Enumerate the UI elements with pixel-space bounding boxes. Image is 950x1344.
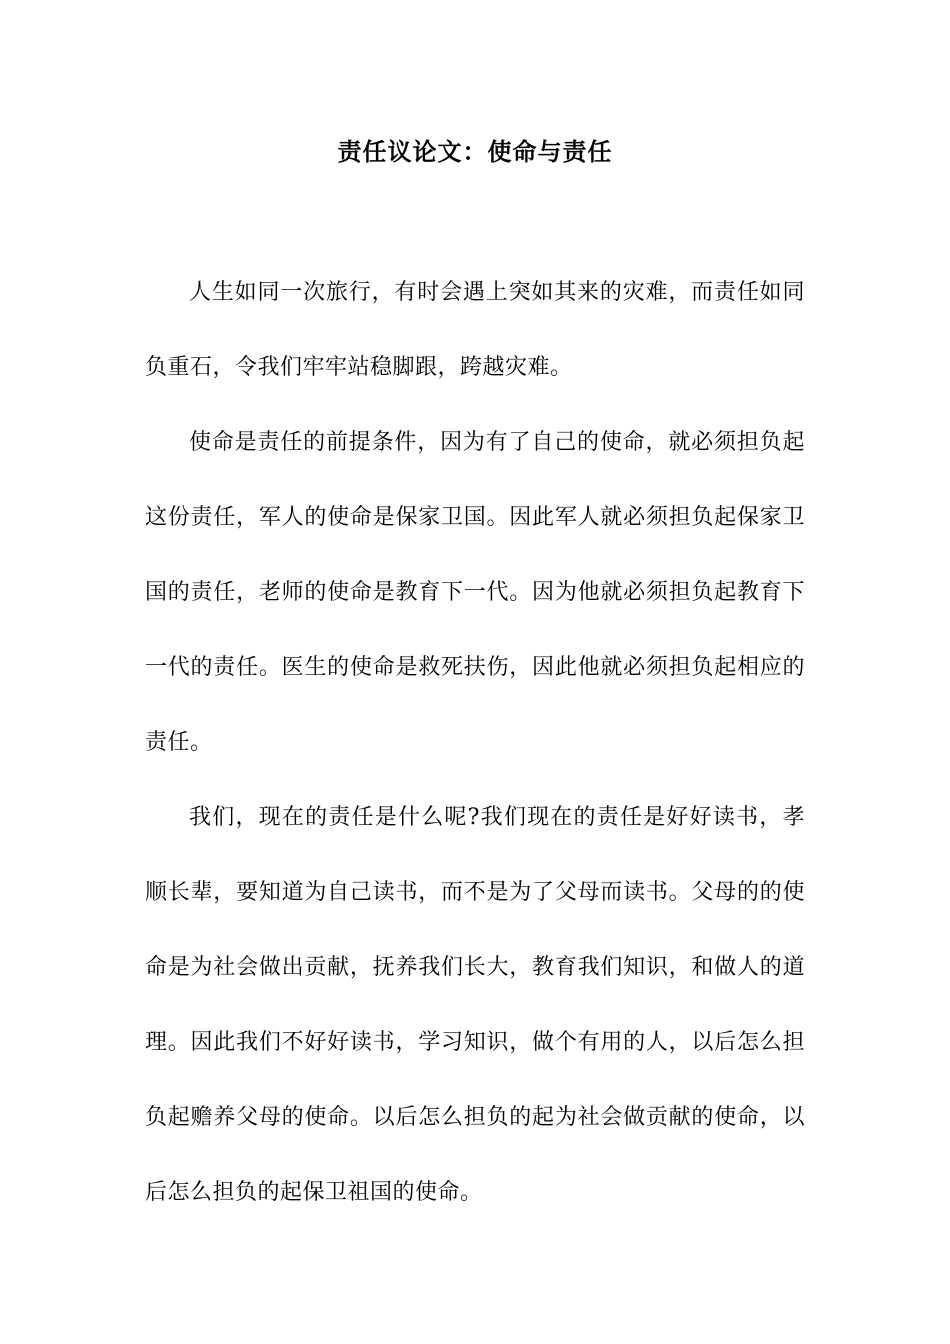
document-title: 责任议论文：使命与责任: [337, 137, 613, 166]
paragraph-2: 使命是责任的前提条件，因为有了自己的使命，就必须担负起这份责任，军人的使命是保家卫国。因此军人就必须担负起保家卫国的责任，老师的使命是教育下一代。因为他就必须担负起教育下一代的责任。医生的使命是救死扶伤，因此他就必须担负起相应的责任。: [145, 430, 805, 755]
paragraph-1: 人生如同一次旅行，有时会遇上突如其来的灾难，而责任如同负重石，令我们牢牢站稳脚跟，跨越灾难。: [145, 280, 805, 380]
document-body: [145, 255, 805, 1230]
paragraph-3: 我们，现在的责任是什么呢?我们现在的责任是好好读书，孝顺长辈，要知道为自己读书，而不是为了父母而读书。父母的的使命是为社会做出贡献，抚养我们长大，教育我们知识，和做人的道理。因此我们不好好读书，学习知识，做个有用的人，以后怎么担负起赡养父母的使命。以后怎么担负的起为社会做贡献的使命，以后怎么担负的起保卫祖国的使命。: [145, 805, 805, 1205]
